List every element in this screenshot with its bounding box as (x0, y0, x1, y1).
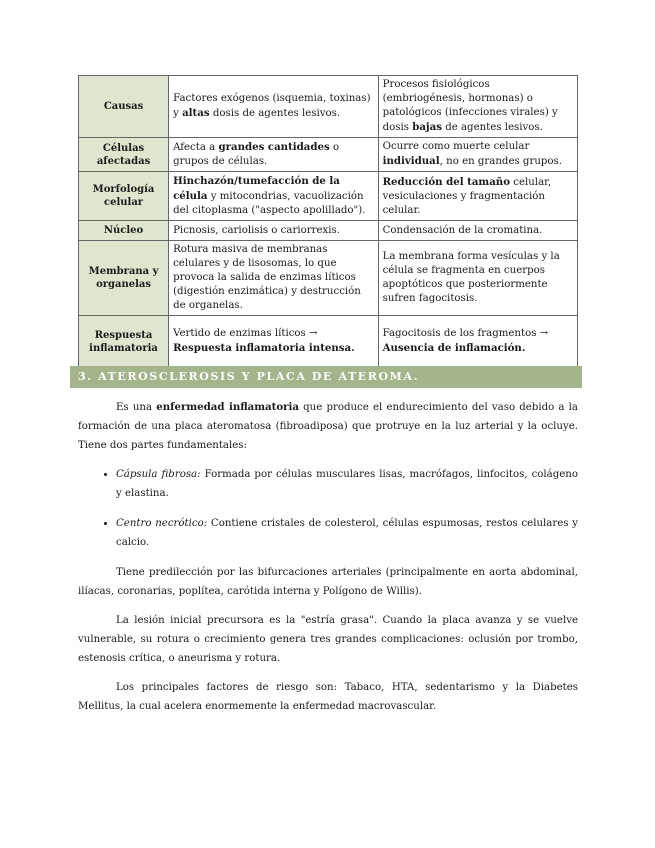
row-header: Morfología celular (79, 172, 169, 221)
section-body (78, 398, 578, 726)
apoptosis-cell: Procesos fisiológicos (embriogénesis, hormonas) o patológicos (infecciones virales) y dosis bajas de agentes lesivos. (378, 76, 577, 138)
necrosis-cell: Vertido de enzimas líticos → Respuesta inflamatoria intensa. (169, 316, 379, 368)
row-header: Causas (79, 76, 169, 138)
table-row (79, 76, 578, 138)
apoptosis-cell: Ocurre como muerte celular individual, no en grandes grupos. (378, 138, 577, 172)
apoptosis-cell: La membrana forma vesículas y la célula se fragmenta en cuerpos apoptóticos que posteriormente sufren fagocitosis. (378, 241, 577, 316)
table-row (79, 221, 578, 241)
row-header: Núcleo (79, 221, 169, 241)
necrosis-cell: Factores exógenos (isquemia, toxinas) y altas dosis de agentes lesivos. (169, 76, 379, 138)
apoptosis-cell: Condensación de la cromatina. (378, 221, 577, 241)
paragraph-risk-factors: Los principales factores de riesgo son: Tabaco, HTA, sedentarismo y la Diabetes Mellitus, la cual acelera enormemente la enfermedad macrovascular. (78, 682, 578, 712)
table-row (79, 316, 578, 368)
necrosis-apoptosis-table (78, 75, 578, 368)
necrosis-cell: Afecta a grandes cantidades o grupos de células. (169, 138, 379, 172)
plaque-parts-list (78, 465, 578, 552)
list-item: • Cápsula fibrosa: Formada por células musculares lisas, macrófagos, linfocitos, colágeno y elastina. (116, 465, 578, 503)
table-row (79, 241, 578, 316)
apoptosis-cell: Fagocitosis de los fragmentos → Ausencia de inflamación. (378, 316, 577, 368)
necrosis-cell: Hinchazón/tumefacción de la célula y mitocondrias, vacuolización del citoplasma ("aspecto apolillado"). (169, 172, 379, 221)
necrosis-cell: Picnosis, cariolisis o cariorrexis. (169, 221, 379, 241)
intro-paragraph: Es una enfermedad inflamatoria que produce el endurecimiento del vaso debido a la formación de una placa ateromatosa (fibroadiposa) que protruye en la luz arterial y la ocluye. Tiene dos partes fundamentales: (78, 401, 579, 451)
row-header: Células afectadas (79, 138, 169, 172)
necrosis-cell: Rotura masiva de membranas celulares y de lisosomas, lo que provoca la salida de enzimas líticos (digestión enzimática) y destrucción de organelas. (169, 241, 379, 316)
paragraph-lesion: La lesión inicial precursora es la "estría grasa". Cuando la placa avanza y se vuelve vulnerable, su rotura o crecimiento genera tres grandes complicaciones: oclusión por trombo, estenosis crítica, o aneurisma y rotura. (78, 615, 578, 664)
table-row (79, 138, 578, 172)
list-item: • Centro necrótico: Contiene cristales de colesterol, células espumosas, restos celulares y calcio. (116, 514, 578, 552)
row-header: Respuesta inflamatoria (79, 316, 169, 368)
row-header: Membrana y organelas (79, 241, 169, 316)
section-heading: 3. ATEROSCLEROSIS Y PLACA DE ATEROMA. (70, 366, 582, 388)
table-row (79, 172, 578, 221)
apoptosis-cell: Reducción del tamaño celular, vesiculaciones y fragmentación celular. (378, 172, 577, 221)
paragraph-location: Tiene predilección por las bifurcaciones arteriales (principalmente en aorta abdominal, ilíacas, coronarias, poplítea, carótida interna y Polígono de Willis). (78, 567, 578, 597)
